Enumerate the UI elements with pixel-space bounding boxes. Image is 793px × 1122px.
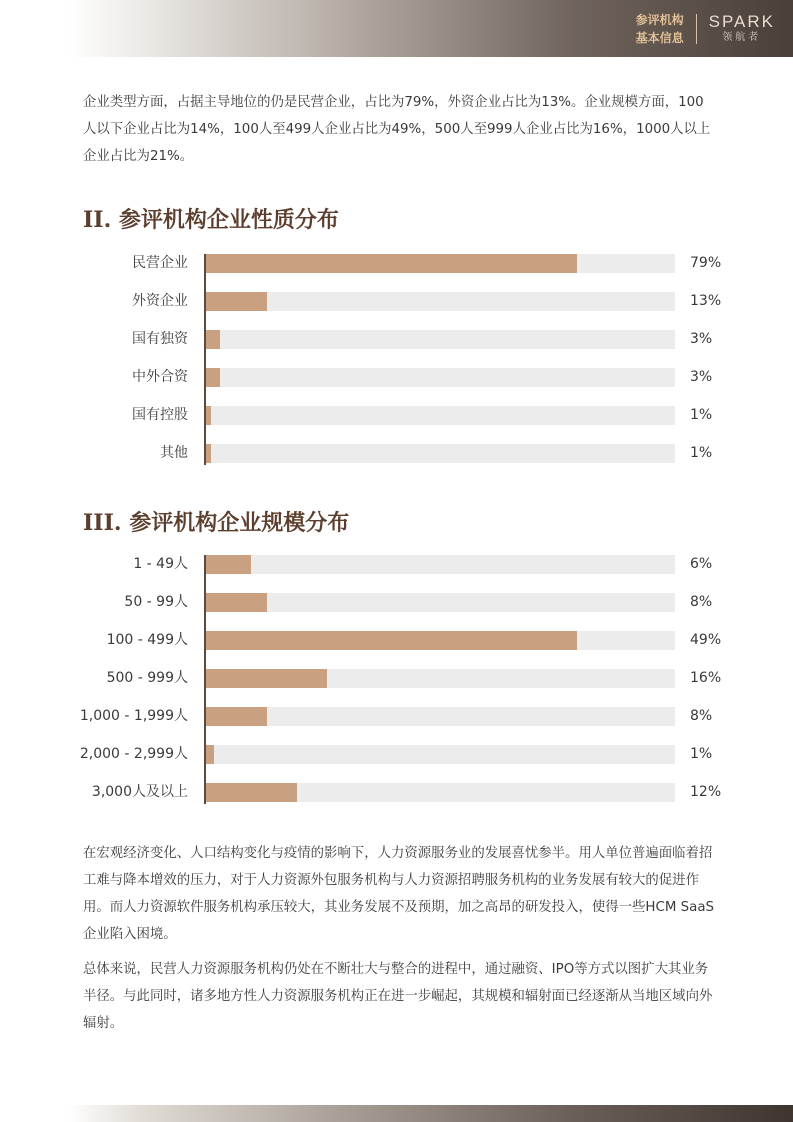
- bar-value-label: 6%: [690, 556, 713, 572]
- bar-track: [206, 631, 675, 650]
- bar-track: [206, 444, 675, 463]
- bar: [206, 745, 214, 764]
- bar: [206, 707, 267, 726]
- bar-category-label: 2,000 - 2,999人: [79, 746, 188, 762]
- bar: [206, 555, 251, 574]
- bar-category-label: 50 - 99人: [124, 594, 188, 610]
- bar: [206, 254, 577, 273]
- bar-row: [60, 745, 760, 764]
- spark-logo: [709, 13, 775, 45]
- bar-category-label: 3,000人及以上: [91, 784, 188, 800]
- bar-category-label: 国有独资: [132, 331, 188, 347]
- bar-category-label: 1 - 49人: [133, 556, 188, 572]
- bar-track: [206, 707, 675, 726]
- bar-value-label: 8%: [690, 708, 713, 724]
- header-section-title: [636, 11, 684, 47]
- footer-band: [68, 1105, 793, 1122]
- header-title-line2: 基本信息: [635, 31, 684, 45]
- chart-axis: [204, 254, 206, 465]
- bar-row: [60, 330, 760, 349]
- bar: [206, 631, 577, 650]
- bar-category-label: 外资企业: [132, 293, 188, 309]
- body-paragraph-1: 在宏观经济变化、人口结构变化与疫情的影响下，人力资源服务业的发展喜忧参半。用人单位普遍面临着招工难与降本增效的压力，对于人力资源外包服务机构与人力资源招聘服务机构的业务发展有较大的促进作用。而人力资源软件服务机构承压较大，其业务发展不及预期，加之高昂的研发投入，使得一些HCM SaaS企业陷入困境。: [83, 846, 715, 942]
- bar-value-label: 13%: [690, 293, 722, 309]
- logo-subtitle: 领航者: [722, 32, 762, 43]
- bar-track: [206, 330, 675, 349]
- bar-row: [60, 783, 760, 802]
- header: [636, 10, 775, 48]
- bar-track: [206, 555, 675, 574]
- bar-value-label: 79%: [690, 255, 722, 271]
- bar-track: [206, 406, 675, 425]
- bar: [206, 669, 327, 688]
- bar-category-label: 500 - 999人: [106, 670, 188, 686]
- bar: [206, 593, 267, 612]
- bar-category-label: 其他: [160, 445, 188, 461]
- bar-row: [60, 593, 760, 612]
- intro-paragraph: 企业类型方面，占据主导地位的仍是民营企业，占比为79%，外资企业占比为13%。企业规模方面，100人以下企业占比为14%，100人至499人企业占比为49%，500人至999人企业占比为16%，1000人以上企业占比为21%。: [83, 95, 711, 164]
- bar-value-label: 1%: [690, 746, 713, 762]
- bar-track: [206, 593, 675, 612]
- bar-track: [206, 292, 675, 311]
- logo-word: SPARK: [708, 12, 775, 31]
- bar-value-label: 16%: [690, 670, 722, 686]
- bar-category-label: 100 - 499人: [106, 632, 188, 648]
- bar-row: [60, 254, 760, 273]
- ownership-chart: [60, 254, 760, 466]
- bar-value-label: 3%: [690, 369, 713, 385]
- bar-row: [60, 669, 760, 688]
- bar-category-label: 国有控股: [132, 407, 188, 423]
- bar: [206, 783, 297, 802]
- bar-value-label: 1%: [690, 445, 713, 461]
- bar-value-label: 49%: [690, 632, 722, 648]
- bar-row: [60, 292, 760, 311]
- bar-row: [60, 444, 760, 463]
- bar-track: [206, 745, 675, 764]
- header-title-line1: 参评机构: [635, 13, 684, 27]
- bar-row: [60, 406, 760, 425]
- size-chart: [60, 555, 760, 805]
- section2-title: II. 参评机构企业性质分布: [83, 207, 339, 233]
- bar-category-label: 民营企业: [132, 255, 188, 271]
- bar: [206, 292, 267, 311]
- section3-title: III. 参评机构企业规模分布: [83, 510, 350, 536]
- body-paragraph-2: 总体来说，民营人力资源服务机构仍处在不断壮大与整合的进程中，通过融资、IPO等方式以图扩大其业务半径。与此同时，诸多地方性人力资源服务机构正在进一步崛起，其规模和辐射面已经逐渐从当地区域向外辐射。: [83, 962, 713, 1031]
- bar: [206, 330, 220, 349]
- bar-value-label: 1%: [690, 407, 713, 423]
- bar: [206, 368, 220, 387]
- bar-row: [60, 368, 760, 387]
- bar-row: [60, 707, 760, 726]
- bar: [206, 444, 211, 463]
- bar-value-label: 12%: [690, 784, 722, 800]
- bar-value-label: 3%: [690, 331, 713, 347]
- bar-track: [206, 669, 675, 688]
- bar-category-label: 1,000 - 1,999人: [79, 708, 188, 724]
- bar-category-label: 中外合资: [132, 369, 188, 385]
- bar-track: [206, 254, 675, 273]
- bar-row: [60, 631, 760, 650]
- bar-value-label: 8%: [690, 594, 713, 610]
- bar-track: [206, 783, 675, 802]
- header-divider: [696, 14, 697, 44]
- bar-track: [206, 368, 675, 387]
- bar: [206, 406, 211, 425]
- bar-row: [60, 555, 760, 574]
